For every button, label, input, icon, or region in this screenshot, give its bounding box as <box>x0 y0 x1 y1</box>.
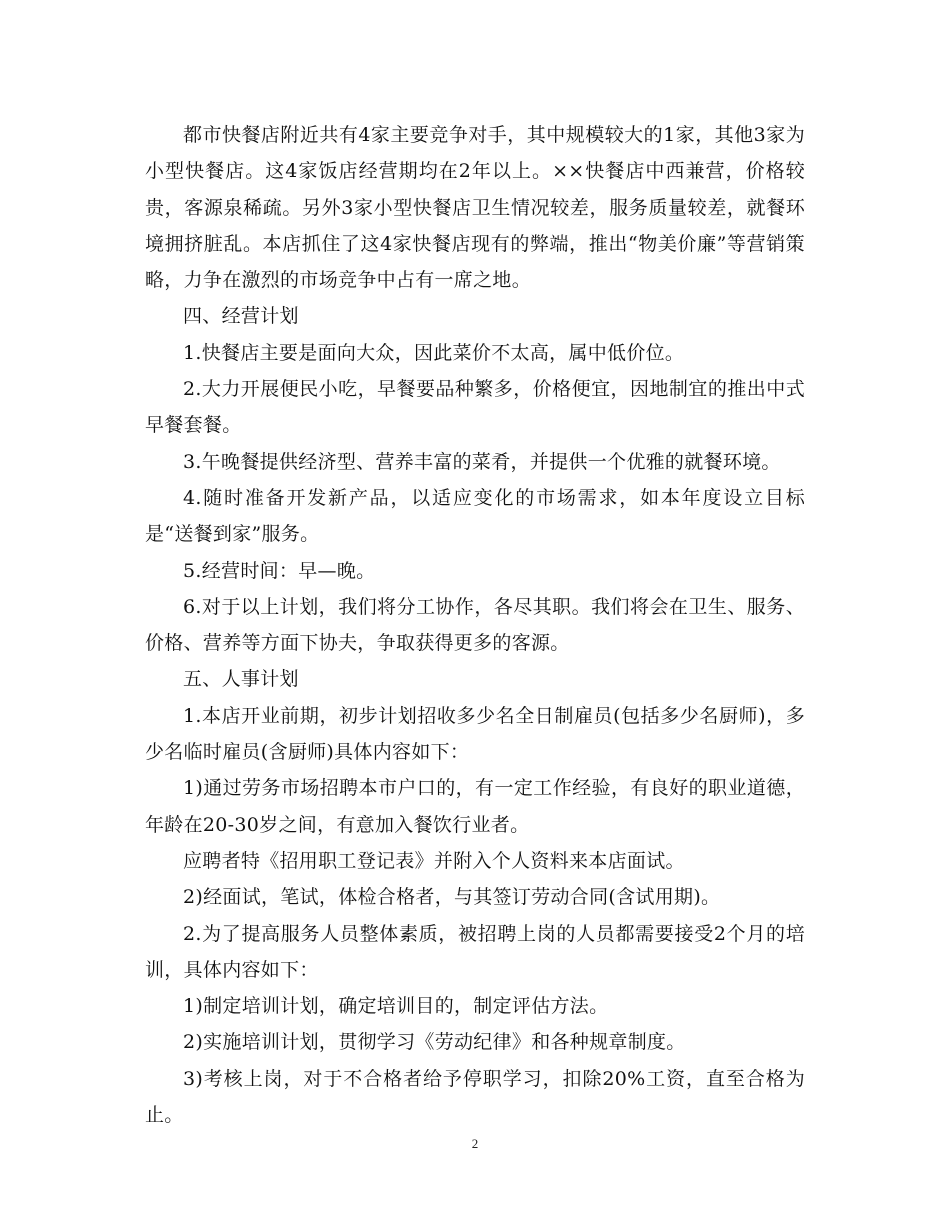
paragraph-personnel-1: 1.本店开业前期，初步计划招收多少名全日制雇员(包括多少名厨师)，多少名临时雇员(含厨师)具体内容如下： <box>145 704 805 764</box>
paragraph-training-3: 3)考核上岗，对于不合格者给予停职学习，扣除20%工资，直至合格为止。 <box>145 1067 805 1127</box>
section-heading-personnel-plan: 五、人事计划 <box>183 668 299 691</box>
paragraph-training-2: 2)实施培训计划，贯彻学习《劳动纪律》和各种规章制度。 <box>183 1031 686 1054</box>
paragraph-operation-2: 2.大力开展便民小吃，早餐要品种繁多，价格便宜，因地制宜的推出中式早餐套餐。 <box>145 378 805 437</box>
page-number: 2 <box>471 1136 479 1151</box>
paragraph-operation-5: 5.经营时间：早—晚。 <box>183 559 376 582</box>
paragraph-competition: 都市快餐店附近共有4家主要竞争对手，其中规模较大的1家，其他3家为小型快餐店。这4家饭店经营期均在2年以上。××快餐店中西兼营，价格较贵，客源泉稀疏。另外3家小型快餐店卫生情况较差，服务质量较差，就餐环境拥挤脏乱。本店抓住了这4家快餐店现有的弊端，推出“物美价廉”等营销策略，力争在激烈的市场竞争中占有一席之地。 <box>145 124 805 292</box>
paragraph-personnel-1-1: 1)通过劳务市场招聘本市户口的，有一定工作经验，有良好的职业道德，年龄在20-30岁之间，有意加入餐饮行业者。 <box>145 777 805 836</box>
paragraph-personnel-2: 2.为了提高服务人员整体素质，被招聘上岗的人员都需要接受2个月的培训，具体内容如下： <box>145 922 805 981</box>
paragraph-training-1: 1)制定培训计划，确定培训目的，制定评估方法。 <box>183 995 609 1018</box>
document-body <box>145 117 805 1133</box>
paragraph-personnel-1-2: 2)经面试，笔试，体检合格者，与其签订劳动合同(含试用期)。 <box>183 886 721 909</box>
paragraph-operation-4: 4.随时准备开发新产品，以适应变化的市场需求，如本年度设立目标是“送餐到家”服务。 <box>145 486 805 546</box>
paragraph-operation-1: 1.快餐店主要是面向大众，因此菜价不太高，属中低价位。 <box>183 341 685 364</box>
section-heading-operation-plan: 四、经营计划 <box>183 305 299 328</box>
paragraph-personnel-applicants: 应聘者特《招用职工登记表》并附入个人资料来本店面试。 <box>183 849 685 872</box>
paragraph-operation-6: 6.对于以上计划，我们将分工协作，各尽其职。我们将会在卫生、服务、价格、营养等方面下协夫，争取获得更多的客源。 <box>145 595 805 655</box>
paragraph-operation-3: 3.午晚餐提供经济型、营养丰富的菜肴，并提供一个优雅的就餐环境。 <box>183 450 781 473</box>
